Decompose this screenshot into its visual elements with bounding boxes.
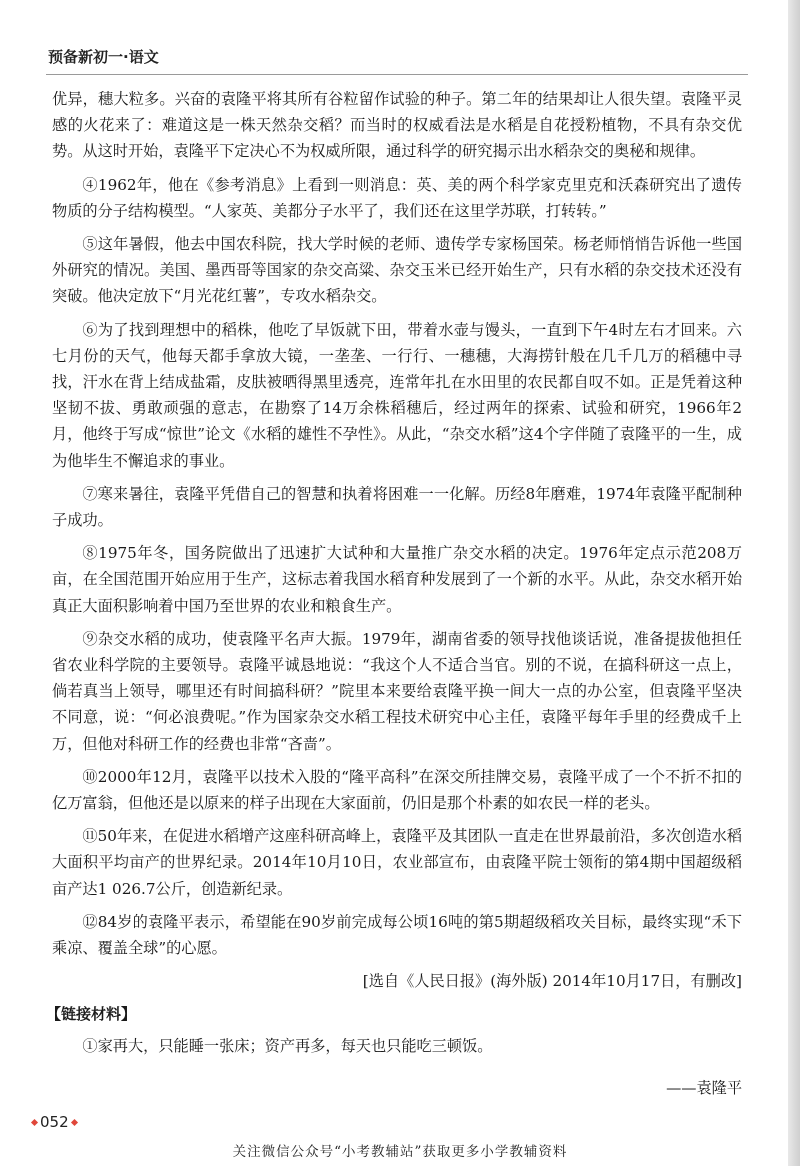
paragraph: ⑪50年来，在促进水稻增产这座科研高峰上，袁隆平及其团队一直走在世界最前沿，多次创造水稻大面积平均亩产的世界纪录。2014年10月10日，农业部宣布，由袁隆平院士领衔的第4期中国超级稻亩产达1 026.7公斤，创造新纪录。	[52, 827, 742, 898]
article-body	[46, 86, 742, 1101]
header-rule	[46, 74, 748, 75]
paragraph: ④1962年，他在《参考消息》上看到一则消息：英、美的两个科学家克里克和沃森研究出了遗传物质的分子结构模型。“人家英、美都分子水平了，我们还在这里学苏联，打转转。”	[52, 175, 742, 220]
paragraph: ⑥为了找到理想中的稻株，他吃了早饭就下田，带着水壶与馒头，一直到下午4时左右才回来。六七月份的天气，他每天都手拿放大镜，一垄垄、一行行、一穗穗，大海捞针般在几千几万的稻穗中寻找，汗水在背上结成盐霜，皮肤被晒得黑里透亮，连常年扎在水田里的农民都自叹不如。正是凭着这种坚韧不拔、勇敢顽强的意志，在勘察了14万余株稻穗后，经过两年的探索、试验和研究，1966年2月，他终于写成“惊世”论文《水稻的雄性不孕性》。从此，“杂交水稻”这4个字伴随了袁隆平的一生，成为他毕生不懈追求的事业。	[52, 320, 742, 470]
paragraph: ⑤这年暑假，他去中国农科院，找大学时候的老师、遗传学专家杨国荣。杨老师悄悄告诉他一些国外研究的情况。美国、墨西哥等国家的杂交高粱、杂交玉米已经开始生产，只有水稻的杂交技术还没有突破。他决定放下“月光花红薯”，专攻水稻杂交。	[52, 235, 742, 306]
diamond-icon	[71, 1118, 78, 1125]
running-header: 预备新初一·语文	[48, 48, 159, 66]
paragraph: ⑩2000年12月，袁隆平以技术入股的“隆平高科”在深交所挂牌交易，袁隆平成了一个不折不扣的亿万富翁，但他还是以原来的样子出现在大家面前，仍旧是那个朴素的如农民一样的老头。	[52, 767, 742, 813]
paragraph: ⑧1975年冬，国务院做出了迅速扩大试种和大量推广杂交水稻的决定。1976年定点示范208万亩，在全国范围开始应用于生产，这标志着我国水稻育种发展到了一个新的水平。从此，杂交水稻开始真正大面积影响着中国乃至世界的农业和粮食生产。	[52, 544, 742, 615]
page-number	[32, 1113, 77, 1131]
link-section-title: 【链接材料】	[46, 1004, 137, 1023]
link-section-text: ①家再大，只能睡一张床；资产再多，每天也只能吃三顿饭。	[82, 1036, 493, 1055]
diamond-icon	[31, 1118, 38, 1125]
quote-signature: ——袁隆平	[666, 1078, 742, 1097]
paragraph: ⑨杂交水稻的成功，使袁隆平名声大振。1979年，湖南省委的领导找他谈话说，准备提拔他担任省农业科学院的主要领导。袁隆平诚恳地说：“我这个人不适合当官。别的不说，在搞科研这一点上，倘若真当上领导，哪里还有时间搞科研？”院里本来要给袁隆平换一间大一点的办公室，但袁隆平坚决不同意，说：“何必浪费呢。”作为国家杂交水稻工程技术研究中心主任，袁隆平每年手里的经费成千上万，但他对科研工作的经费也非常“吝啬”。	[52, 629, 742, 753]
paragraph: 优异，穗大粒多。兴奋的袁隆平将其所有谷粒留作试验的种子。第二年的结果却让人很失望。袁隆平灵感的火花来了：难道这是一株天然杂交稻？而当时的权威看法是水稻是自花授粉植物，不具有杂交优势。从这时开始，袁隆平下定决心不为权威所限，通过科学的研究揭示出水稻杂交的奥秘和规律。	[52, 90, 742, 161]
page-number-text: 052	[40, 1113, 69, 1131]
paragraph: ⑫84岁的袁隆平表示，希望能在90岁前完成每公顷16吨的第5期超级稻攻关目标，最终实现“禾下乘凉、覆盖全球”的心愿。	[52, 912, 742, 958]
footer-note: 关注微信公众号“小考教辅站”获取更多小学教辅资料	[232, 1144, 568, 1160]
source-note: [选自《人民日报》(海外版) 2014年10月17日，有删改]	[362, 972, 742, 991]
paragraph: ⑦寒来暑往，袁隆平凭借自己的智慧和执着将困难一一化解。历经8年磨难，1974年袁隆平配制种子成功。	[52, 484, 742, 530]
page-edge	[788, 0, 800, 1166]
